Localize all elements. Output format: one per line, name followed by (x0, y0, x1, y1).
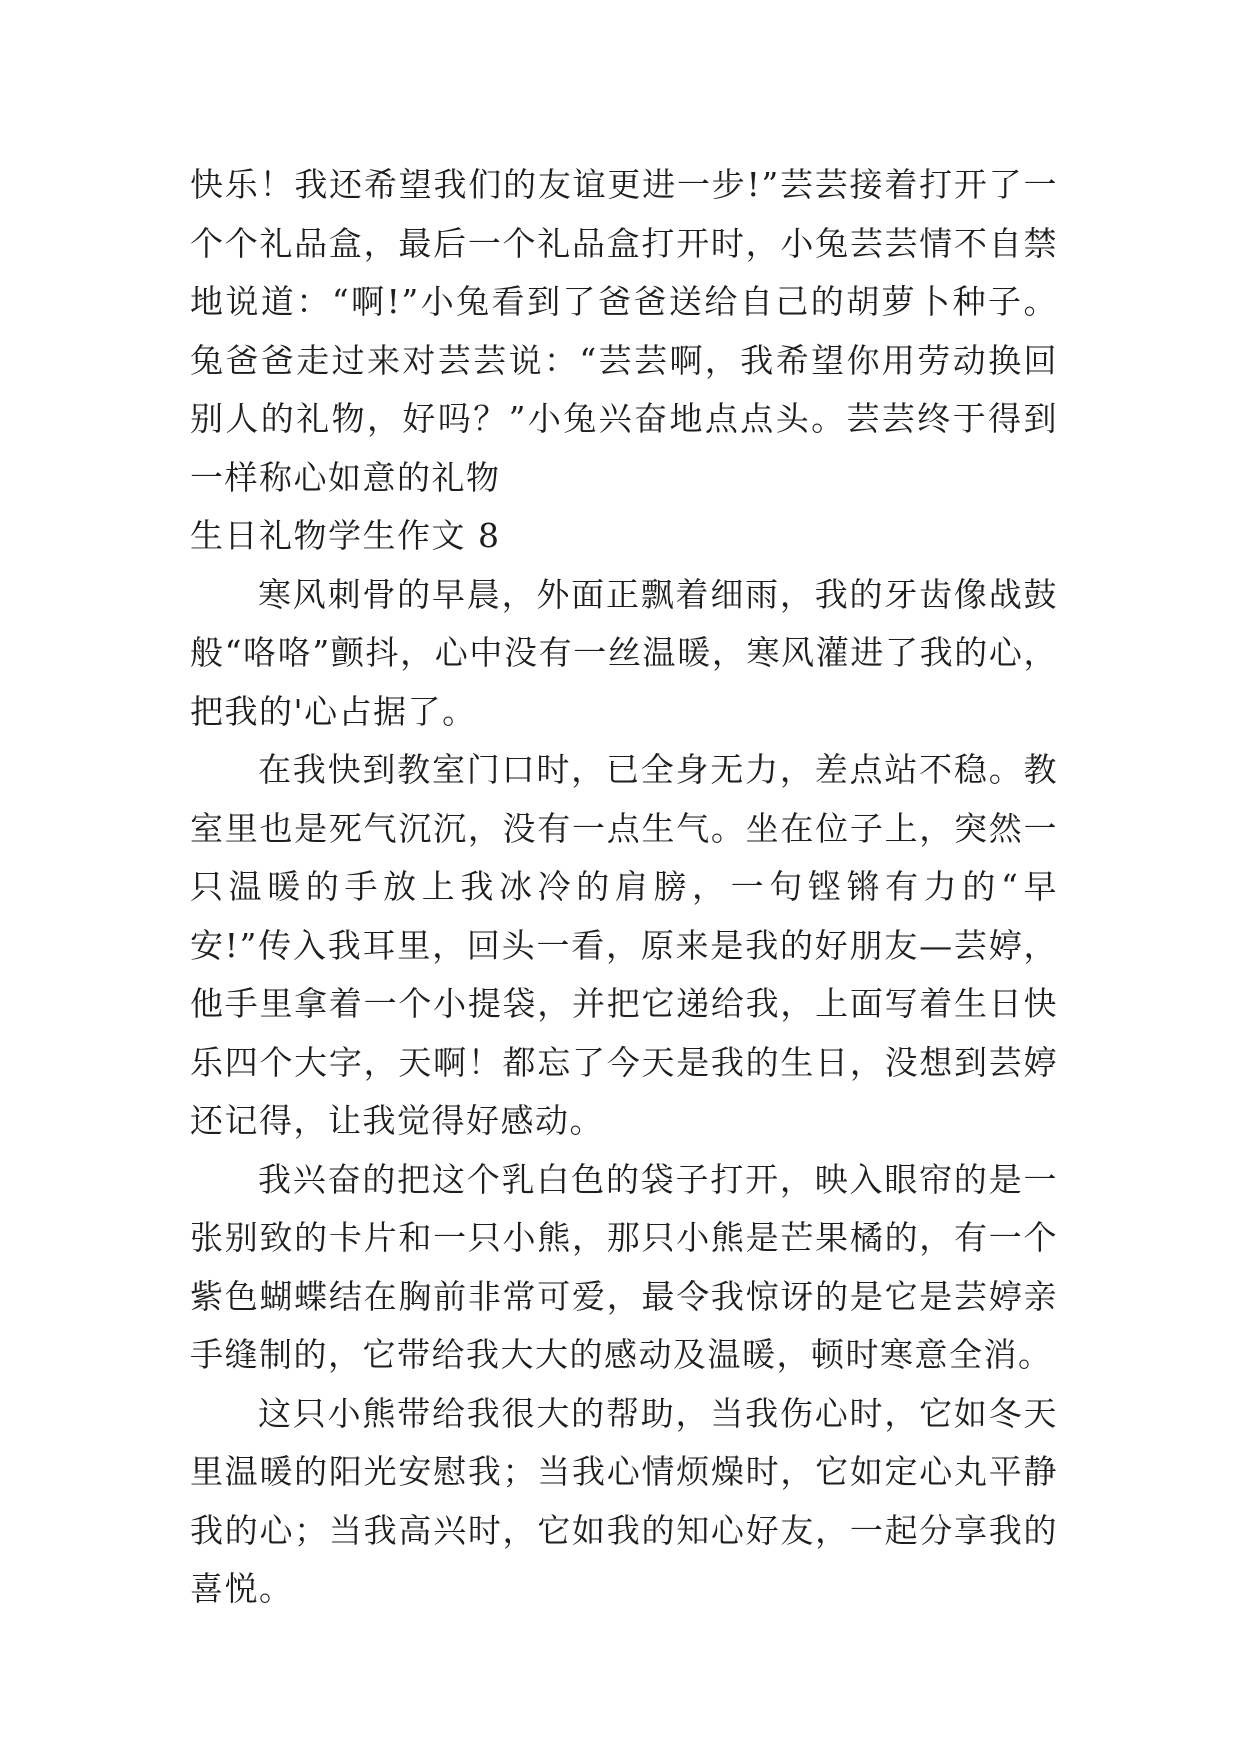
paragraph-1: 寒风刺骨的早晨，外面正飘着细雨，我的牙齿像战鼓般“咯咯”颤抖，心中没有一丝温暖，寒风灌进了我的心，把我的'心占据了。 (190, 574, 1058, 731)
paragraph-3: 我兴奋的把这个乳白色的袋子打开，映入眼帘的是一张别致的卡片和一只小熊，那只小熊是芒果橘的，有一个紫色蝴蝶结在胸前非常可爱，最令我惊讶的是它是芸婷亲手缝制的，它带给我大大的感动及温暖，顿时寒意全消。 (190, 1159, 1058, 1374)
document-body (190, 156, 1058, 1619)
opening-paragraph: 快乐！我还希望我们的友谊更进一步!”芸芸接着打开了一个个礼品盒，最后一个礼品盒打开时，小兔芸芸情不自禁地说道：“啊!”小兔看到了爸爸送给自己的胡萝卜种子。兔爸爸走过来对芸芸说：“芸芸啊，我希望你用劳动换回别人的礼物，好吗？”小兔兴奋地点点头。芸芸终于得到一样称心如意的礼物 (190, 165, 1058, 497)
paragraph-2: 在我快到教室门口时，已全身无力，差点站不稳。教室里也是死气沉沉，没有一点生气。坐在位子上，突然一只温暖的手放上我冰冷的肩膀，一句铿锵有力的“早安!”传入我耳里，回头一看，原来是我的好朋友—芸婷，他手里拿着一个小提袋，并把它递给我，上面写着生日快乐四个大字，天啊！都忘了今天是我的生日，没想到芸婷还记得，让我觉得好感动。 (190, 750, 1058, 1140)
section-title: 生日礼物学生作文 8 (190, 516, 501, 555)
paragraph-4: 这只小熊带给我很大的帮助，当我伤心时，它如冬天里温暖的阳光安慰我；当我心情烦燥时，它如定心丸平静我的心；当我高兴时，它如我的知心好友，一起分享我的喜悦。 (190, 1393, 1058, 1608)
